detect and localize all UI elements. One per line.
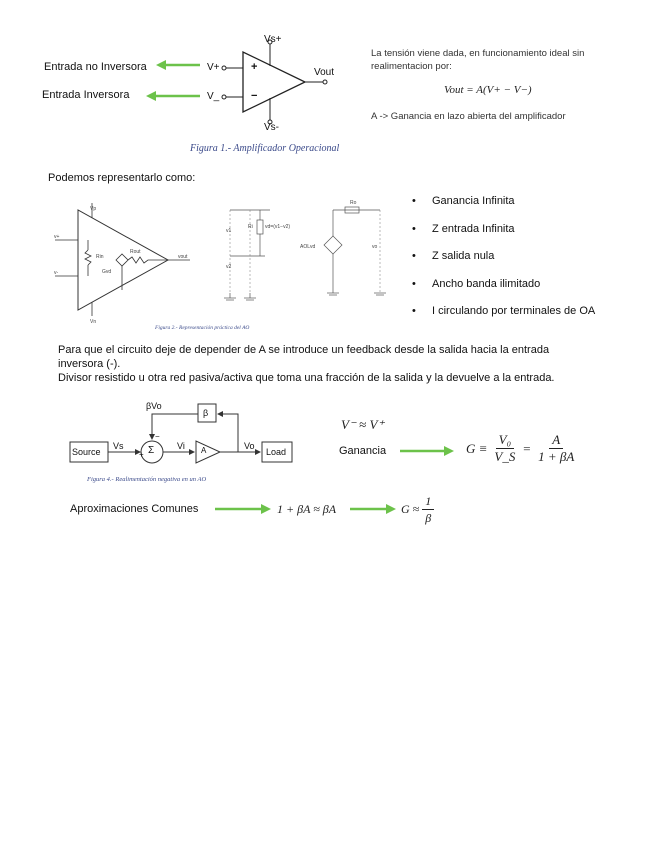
svg-text:vd=(v1−v2): vd=(v1−v2) [265, 224, 291, 230]
vi-label: Vi [177, 441, 185, 451]
property-item: • Ancho banda ilimitado [412, 277, 541, 290]
feedback-line2: inversora (-). [58, 358, 121, 370]
feedback-line1: Para que el circuito deje de depender de A se introduce un feedback desde la salida hacia la entrada [58, 344, 550, 356]
svg-text:Vp: Vp [90, 206, 97, 212]
approx-result [401, 493, 434, 526]
svg-text:v2: v2 [226, 264, 232, 270]
svg-text:Gvd: Gvd [102, 269, 112, 275]
sigma-label: Σ [148, 445, 155, 456]
label-v-plus: V+ [207, 62, 220, 73]
feedback-line3: Divisor resistido u otra red pasiva/activa que toma una fracción de la salida y la devuelve a la entrada. [58, 372, 555, 384]
gain-fraction-v0-vs [491, 432, 518, 465]
opamp-practical-figure [50, 198, 395, 338]
property-label: Z salida nula [432, 250, 495, 262]
label-vout: Vout [314, 67, 335, 78]
svg-text:Ro: Ro [350, 200, 357, 206]
gain-formula [466, 432, 577, 465]
property-item: • I circulando por terminales de OA [412, 305, 596, 317]
property-label: I circulando por terminales de OA [432, 305, 596, 317]
property-item: • Z entrada Infinita [412, 222, 515, 235]
vout-formula: Vout = A(V+ − V−) [444, 84, 532, 96]
approx-arrow-1 [213, 502, 273, 516]
approx-arrow-2 [348, 502, 398, 516]
svg-text:AOLvd: AOLvd [300, 244, 316, 250]
vs-label: Vs [113, 441, 124, 451]
arrow-inverting [146, 91, 200, 101]
load-label: Load [266, 447, 287, 457]
gain-eq: = [522, 440, 532, 456]
property-label: Ganancia Infinita [432, 195, 515, 207]
gain-label: Ganancia [339, 445, 387, 457]
gain-arrow [398, 444, 456, 458]
opamp-plus-sign: + [251, 61, 258, 73]
opamp-properties-list [412, 194, 595, 332]
amp-block-label: A [201, 446, 207, 455]
approx-step1: 1 + βA ≈ βA [277, 502, 337, 516]
svg-text:vout: vout [178, 254, 188, 260]
gain-v0: V₀ [496, 432, 514, 449]
gain-vs: V_S [494, 449, 516, 464]
beta-block-label: β [203, 408, 209, 418]
svg-text:vo: vo [372, 244, 378, 250]
vo-label: Vo [244, 441, 255, 451]
svg-text:Rin: Rin [96, 254, 104, 260]
sum-minus-label: − [155, 432, 160, 441]
gain-note: A -> Ganancia en lazo abierta del amplificador [371, 111, 566, 122]
opamp-figure [140, 30, 350, 140]
svg-text:Ri: Ri [248, 224, 253, 230]
amplifier-block [196, 441, 220, 463]
gain-fraction-a [535, 432, 577, 465]
source-label: Source [72, 447, 101, 457]
svg-text:v1: v1 [226, 228, 232, 234]
gain-lhs: G ≡ [466, 440, 488, 456]
gain-a: A [549, 432, 563, 449]
label-noninverting-input: Entrada no Inversora [44, 61, 147, 73]
svg-text:v-: v- [54, 270, 59, 276]
property-label: Z entrada Infinita [432, 222, 515, 235]
approx-g: G ≈ [401, 502, 420, 516]
intro-text-line1: La tensión viene dada, en funcionamiento ideal sin [371, 48, 585, 59]
gain-den: 1 + βA [538, 449, 575, 464]
approximations-label: Aproximaciones Comunes [70, 503, 199, 515]
feedback-block-diagram [66, 398, 296, 473]
label-vs-plus: Vs+ [264, 34, 282, 45]
arrow-noninverting [156, 60, 200, 70]
approx-one: 1 [422, 493, 434, 510]
property-label: Ancho banda ilimitado [432, 277, 541, 290]
virtual-short-approx: V⁻ ≈ V⁺ [341, 417, 385, 432]
label-v-minus: V_ [207, 91, 220, 102]
section2-heading: Podemos representarlo como: [48, 172, 196, 184]
sum-plus-label: + [139, 450, 144, 459]
figure2-caption: Figura 2.- Representación práctica del AO [155, 325, 250, 331]
figure1-caption: Figura 1.- Amplificador Operacional [190, 143, 340, 154]
opamp-minus-sign: − [251, 90, 258, 102]
approx-beta: β [425, 511, 432, 525]
label-vs-minus: Vs- [264, 122, 279, 133]
svg-text:Rout: Rout [130, 249, 141, 255]
beta-vo-label: βVo [146, 401, 162, 411]
property-item: • Z salida nula [412, 250, 495, 262]
intro-text-line2: realimentacion por: [371, 61, 452, 72]
label-inverting-input: Entrada Inversora [42, 89, 130, 101]
property-item: • Ganancia Infinita [412, 195, 515, 207]
svg-text:Vn: Vn [90, 319, 97, 325]
svg-text:v+: v+ [54, 234, 60, 240]
figure4-caption: Figura 4.- Realimentación negativa en un AO [87, 476, 207, 483]
approx-fraction [422, 493, 434, 526]
